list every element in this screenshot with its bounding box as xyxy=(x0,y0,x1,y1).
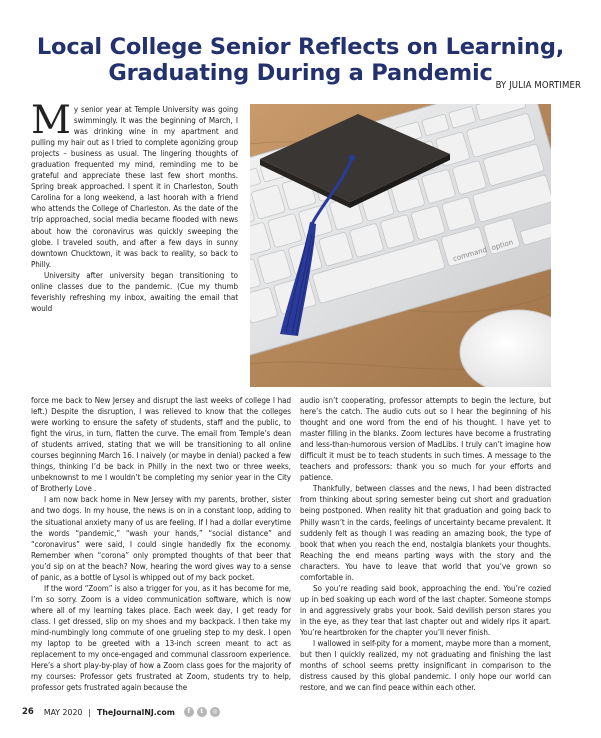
paragraph-3: force me back to New Jersey and disrupt the last weeks of college I had left.) Despite the disruption, I was relieved to know that the colleges were working to ensure the safety of students, staff and the public, to fight the virus, in turn, flatten the curve. The email from Temple’s dean of students arrived, stating that we will be transitioning to all online courses beginning March 16. I naively (or maybe in denial) packed a few things, thinking I’d be back in Philly in the next two or three weeks, unbeknownst to me I wouldn’t be completing my senior year in the City of Brotherly Love . xyxy=(31,396,291,494)
paragraph-4: I am now back home in New Jersey with my parents, brother, sister and two dogs. In my house, the news is on in a constant loop, adding to the situational anxiety many of us are feeling. If I had a dollar everytime the words “pandemic,” “wash your hands,” “social distance” and “coronavirus” were said, I could single handedly fix the economy. Remember when “corona” only prompted thoughts of that beer that you’d sip on at the beach? Now, hearing the word gives way to a sense of panic, as a bottle of Lysol is whipped out of my back pocket. xyxy=(31,495,291,582)
social-icons xyxy=(184,707,223,717)
title-line-2: Graduating During a Pandemic xyxy=(108,60,493,86)
paragraph-6: audio isn’t cooperating, professor attempts to begin the lecture, but here’s the catch. The audio cuts out so I hear the beginning of his thought and one word from the end of his thought. I have yet to master filling in the blanks. Zoom lectures have become a frustrating and less-than-humorous version of MadLibs. I truly can’t imagine how difficult it must be to teach students in such times. A message to the teachers and professors: thank you so much for your efforts and patience. xyxy=(300,396,551,483)
instagram-icon[interactable]: ◎ xyxy=(210,707,220,717)
article-title xyxy=(0,34,601,86)
command-key-label: command xyxy=(452,245,488,264)
paragraph-5: If the word “Zoom” is also a trigger for you, as it has become for me, I’m so sorry. Zoom is a video communication software, which is now where all of my learning takes place. Each week day, I get ready for class. I get dressed, slip on my shoes and my backpack. I then take my mind-numbingly long commute of one grueling step to my desk. I open my laptop to be greeted with a 13-inch screen meant to act as replacement to my once-engaged and communal classroom experience. Here’s a short play-by-play of how a Zoom class goes for the majority of my courses: Professor gets frustrated at Zoom, students try to help, professor gets frustrated again because the xyxy=(31,583,291,693)
article-photo xyxy=(250,104,551,387)
byline: BY JULIA MORTIMER xyxy=(495,80,581,91)
column-2 xyxy=(300,395,551,693)
site-link[interactable]: TheJournalNJ.com xyxy=(97,707,175,717)
paragraph-9: I wallowed in self-pity for a moment, maybe more than a moment, but then I quickly realized, my not graduating and finishing the last months of school seems pretty insignificant in comparison to the distress caused by this global pandemic. I only hope our world can restore, and we can find peace within each other. xyxy=(300,639,551,693)
paragraph-7: Thankfully, between classes and the news, I had been distracted from thinking about spring semester being cut short and graduation being postponed. When reality hit that graduation and going back to Philly wasn’t in the cards, feelings of uncertainty became prevalent. It suddenly felt as though I was reading an amazing book, the type of book that when you reach the end, nostalgia blankets your thoughts. Reaching the end means parting ways with the story and the characters. You have to leave that world that you’ve grown so comfortable in. xyxy=(300,484,551,582)
paragraph-8: So you’re reading said book, approaching the end. You’re cozied up in bed soaking up each word of the last chapter. Someone stomps in and aggressively grabs your book. Said devilish person stares you in the eye, as they tear that last chapter out and widely rips it apart. You’re heartbroken for the chapter you’ll never finish. xyxy=(300,583,551,637)
paragraph-2: University after university began transitioning to online classes due to the pandemic. (Cue my thumb feverishly refreshing my inbox, awaiting the email that would xyxy=(31,270,238,313)
footer-separator: | xyxy=(88,707,92,717)
page-footer xyxy=(22,707,223,717)
issue-date: MAY 2020 xyxy=(43,707,83,717)
column-1-top xyxy=(31,98,238,314)
option-key-label: option xyxy=(490,238,515,253)
facebook-icon[interactable]: f xyxy=(184,707,194,717)
drop-cap: M xyxy=(31,98,71,143)
graduation-cap-keyboard-image xyxy=(250,104,551,387)
title-line-1: Local College Senior Reflects on Learning, xyxy=(36,34,565,60)
paragraph-1: My senior year at Temple University was going swimmingly. It was the beginning of March, I was drinking wine in my apartment and pulling my hair out as I tried to complete agonizing group projects – business as usual. The lingering thoughts of graduation frequented my mind, reminding me to be grateful and appreciate these last few short months. Spring break approached. I spent it in Charleston, South Carolina for a long weekend, a last hoorah with a friend who attends the College of Charleston. As the date of the trip approached, social media became flooded with news about how the coronavirus was quickly sweeping the globe. I traveled south, and after a few days in sunny downtown Chucktown, it was back to reality, so back to Philly. xyxy=(31,98,238,269)
twitter-icon[interactable]: t xyxy=(197,707,207,717)
page-number: 26 xyxy=(22,707,34,717)
column-1-bottom xyxy=(31,395,291,693)
